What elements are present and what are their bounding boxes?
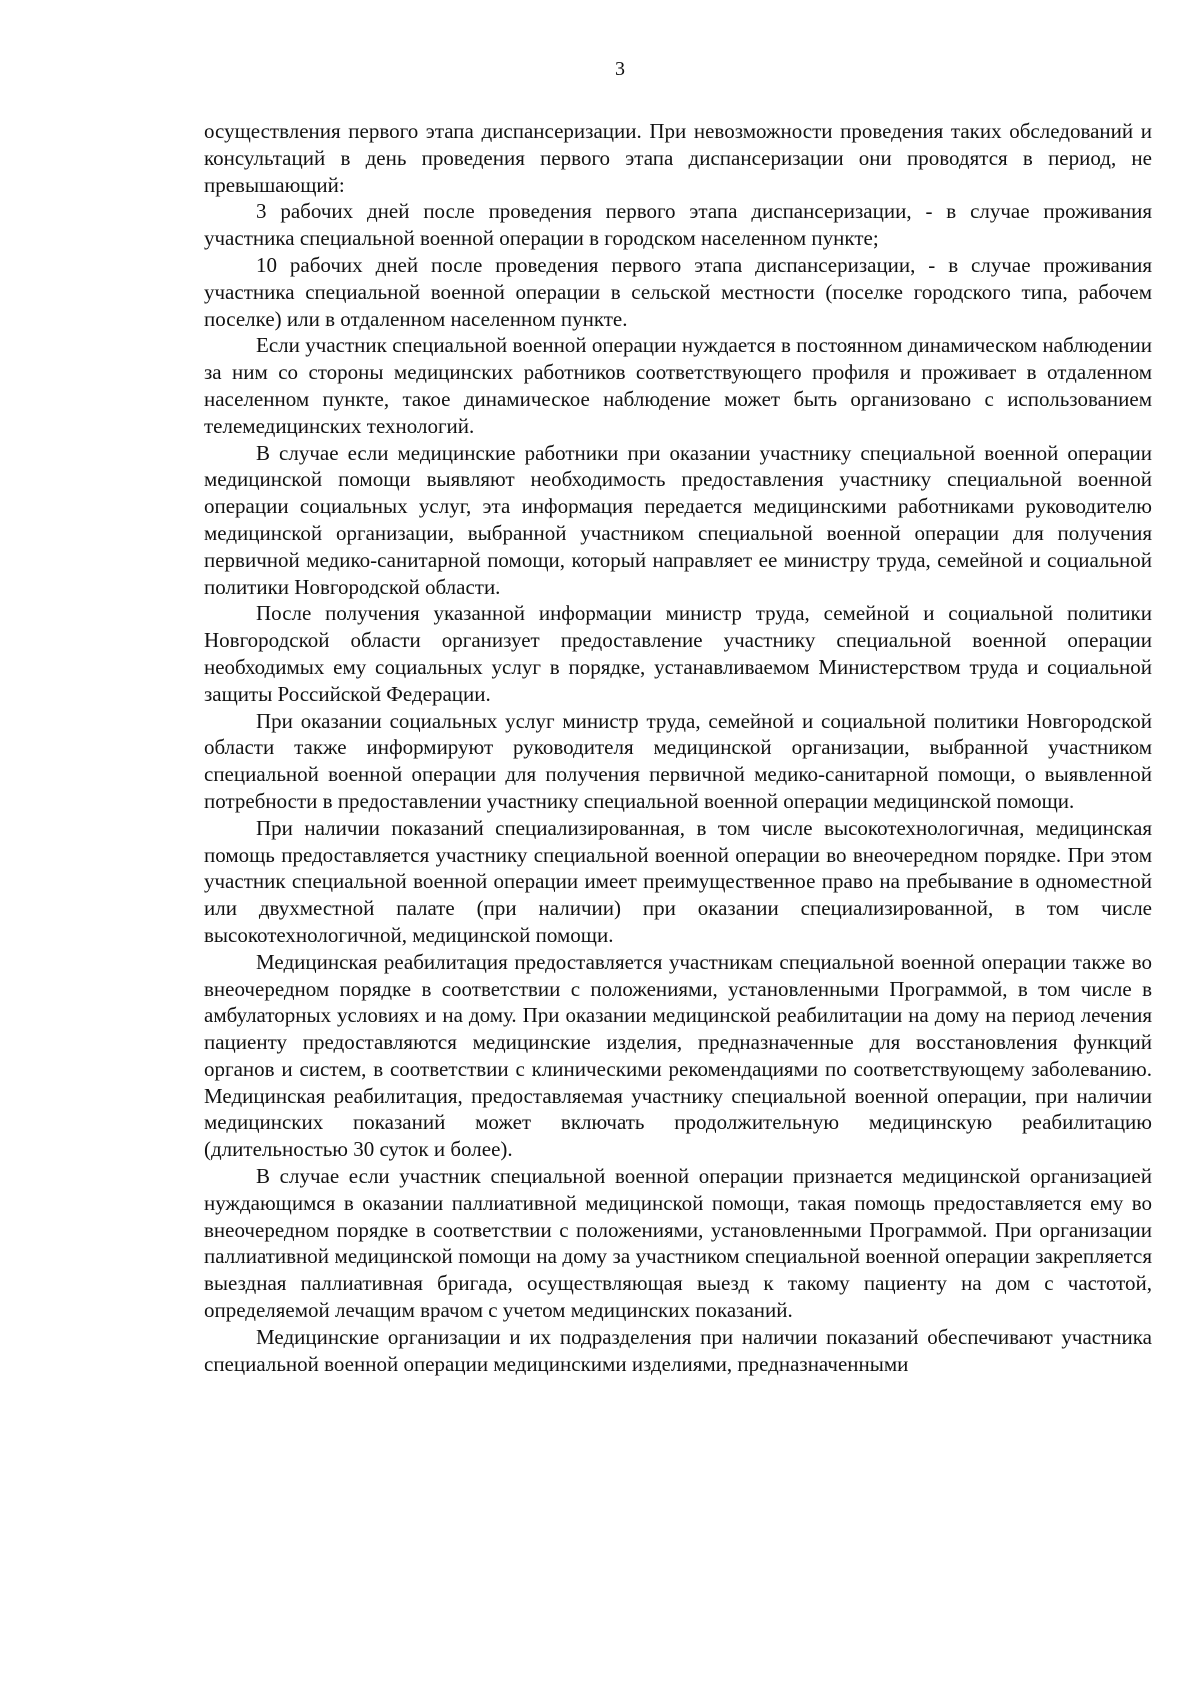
paragraph-social-services-feedback: При оказании социальных услуг министр труда, семейной и социальной политики Новгородской области также информируют руководителя медицинской организации, выбранной участником специальной военной операции для получения первичной медико-санитарной помощи, о выявленной потребности в предоставлении участнику специальной военной операции медицинской помощи.	[204, 708, 1152, 813]
paragraph-rural-deadline: 10 рабочих дней после проведения первого этапа диспансеризации, - в случае проживания участника специальной военной операции в сельской местности (поселке городского типа, рабочем поселке) или в отдаленном населенном пункте.	[204, 252, 1152, 331]
paragraph-continuation: осуществления первого этапа диспансеризации. При невозможности проведения таких обследований и консультаций в день проведения первого этапа диспансеризации они проводятся в период, не превышающий:	[204, 119, 1152, 197]
document-body	[204, 118, 1152, 1377]
paragraph-urban-deadline: 3 рабочих дней после проведения первого этапа диспансеризации, - в случае проживания участника специальной военной операции в городском населенном пункте;	[204, 199, 1152, 251]
paragraph-rehabilitation: Медицинская реабилитация предоставляется участникам специальной военной операции также во внеочередном порядке в соответствии с положениями, установленными Программой, в том числе в амбулаторных условиях и на дому. При оказании медицинской реабилитации на дому на период лечения пациенту предоставляются медицинские изделия, предназначенные для восстановления функций органов и систем, в соответствии с клиническими рекомендациями по соответствующему заболеванию. Медицинская реабилитация, предоставляемая участнику специальной военной операции, при наличии медицинских показаний может включать продолжительную медицинскую реабилитацию (длительностью 30 суток и более).	[204, 949, 1152, 1162]
paragraph-medical-devices: Медицинские организации и их подразделения при наличии показаний обеспечивают участника специальной военной операции медицинскими изделиями, предназначенными	[204, 1324, 1152, 1376]
paragraph-specialized-care: При наличии показаний специализированная, в том числе высокотехнологичная, медицинская помощь предоставляется участнику специальной военной операции во внеочередном порядке. При этом участник специальной военной операции имеет преимущественное право на пребывание в одноместной или двухместной палате (при наличии) при оказании специализированной, в том числе высокотехнологичной, медицинской помощи.	[204, 815, 1152, 947]
page-number: 3	[615, 58, 625, 80]
paragraph-palliative-care: В случае если участник специальной военной операции признается медицинской организацией нуждающимся в оказании паллиативной медицинской помощи, такая помощь предоставляется ему во внеочередном порядке в соответствии с положениями, установленными Программой. При организации паллиативной медицинской помощи на дому за участником специальной военной операции закрепляется выездная паллиативная бригада, осуществляющая выезд к такому пациенту на дом с частотой, определяемой лечащим врачом с учетом медицинских показаний.	[204, 1164, 1152, 1323]
paragraph-telemedicine: Если участник специальной военной операции нуждается в постоянном динамическом наблюдении за ним со стороны медицинских работников соответствующего профиля и проживает в отдаленном населенном пункте, такое динамическое наблюдение может быть организовано с использованием телемедицинских технологий.	[204, 333, 1152, 438]
paragraph-social-services-provision: После получения указанной информации министр труда, семейной и социальной политики Новгородской области организует предоставление участнику специальной военной операции необходимых ему социальных услуг в порядке, устанавливаемом Министерством труда и социальной защиты Российской Федерации.	[204, 601, 1152, 706]
paragraph-social-services-need: В случае если медицинские работники при оказании участнику специальной военной операции медицинской помощи выявляют необходимость предоставления участнику специальной военной операции социальных услуг, эта информация передается медицинскими работниками руководителю медицинской организации, выбранной участником специальной военной операции для получения первичной медико-санитарной помощи, который направляет ее министру труда, семейной и социальной политики Новгородской области.	[204, 440, 1152, 599]
